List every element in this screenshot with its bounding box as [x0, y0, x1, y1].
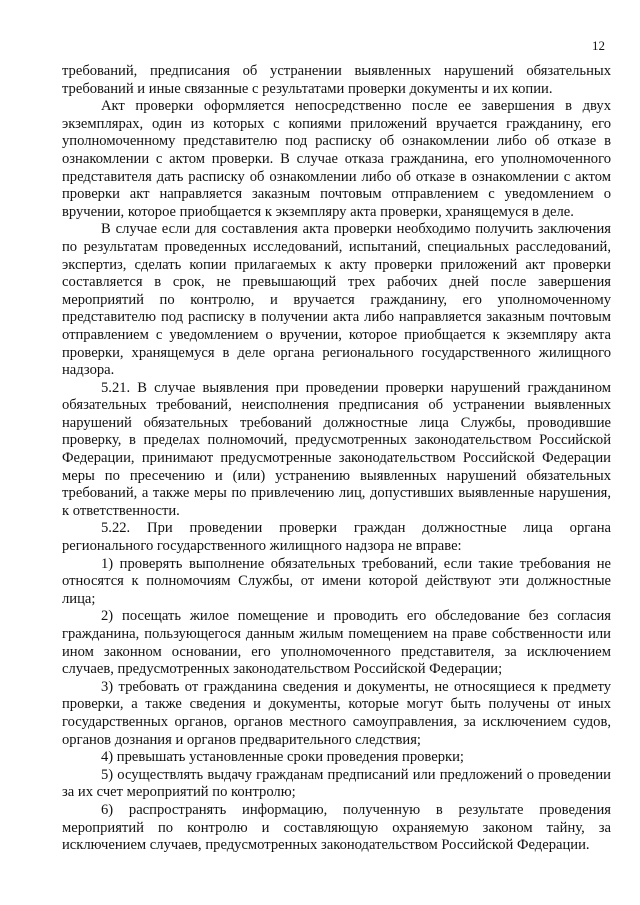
- list-item-6: 6) распространять информацию, полученную в результате проведения мероприятий по контролю и составляющую охраняемую законом тайну, за исключением случаев, предусмотренных законодательством Российской Федерации.: [62, 801, 611, 854]
- page-number: 12: [592, 38, 605, 53]
- paragraph-act-deadline: В случае если для составления акта проверки необходимо получить заключения по результатам проведенных исследований, испытаний, специальных расследований, экспертиз, сделать копии прилагаемых к акту проверки приложений акт проверки составляется в срок, не превышающий трех рабочих дней после завершения мероприятий по контролю, и вручается гражданину, его уполномоченному представителю под расписку в получении акта либо направляется заказным почтовым отправлением с уведомлением о вручении, которое приобщается к экземпляру акта проверки, хранящемуся в деле органа регионального государственного жилищного надзора.: [62, 221, 611, 379]
- paragraph-5-22: 5.22. При проведении проверки граждан должностные лица органа регионального государственного жилищного надзора не вправе:: [62, 520, 611, 555]
- paragraph-continuation: требований, предписания об устранении выявленных нарушений обязательных требований и иные связанные с результатами проверки документы и их копии.: [62, 63, 611, 97]
- paragraph-5-21: 5.21. В случае выявления при проведении проверки нарушений гражданином обязательных требований, неисполнения предписания об устранении выявленных нарушений обязательных требований должностные лица Службы, проводившие проверку, в пределах полномочий, предусмотренных законодательством Российской Федерации, принимают предусмотренные законодательством Российской Федерации меры по пресечению и (или) устранению выявленных нарушений обязательных требований, а также меры по привлечению лиц, допустивших выявленные нарушения, к ответственности.: [62, 379, 611, 519]
- list-item-5: 5) осуществлять выдачу гражданам предписаний или предложений о проведении за их счет мероприятий по контролю;: [62, 766, 611, 801]
- list-item-1: 1) проверять выполнение обязательных требований, если такие требования не относятся к полномочиям Службы, от имени которой действуют эти должностные лица;: [62, 555, 611, 607]
- list-item-3: 3) требовать от гражданина сведения и документы, не относящиеся к предмету проверки, а также сведения и документы, которые могут быть получены от иных государственных органов, органов местного самоуправления, за исключением судов, органов дознания и органов предварительного следствия;: [62, 678, 611, 748]
- list-item-4: 4) превышать установленные сроки проведения проверки;: [101, 749, 464, 766]
- paragraph-inspection-act: Акт проверки оформляется непосредственно после ее завершения в двух экземплярах, один из которых с копиями приложений вручается гражданину, его уполномоченному представителю под расписку об ознакомлении либо об отказе в ознакомлении с актом проверки. В случае отказа гражданина, его уполномоченного представителя дать расписку об ознакомлении либо об отказе в ознакомлении с актом проверки акт направляется заказным почтовым отправлением с уведомлением о вручении, которое приобщается к экземпляру акта проверки, хранящемуся в деле.: [62, 98, 611, 220]
- document-body: [62, 63, 611, 855]
- list-item-2: 2) посещать жилое помещение и проводить его обследование без согласия гражданина, пользующегося данным жилым помещением на праве собственности или ином законном основании, его уполномоченного представителя, за исключением случаев, предусмотренных законодательством Российской Федерации;: [62, 608, 611, 678]
